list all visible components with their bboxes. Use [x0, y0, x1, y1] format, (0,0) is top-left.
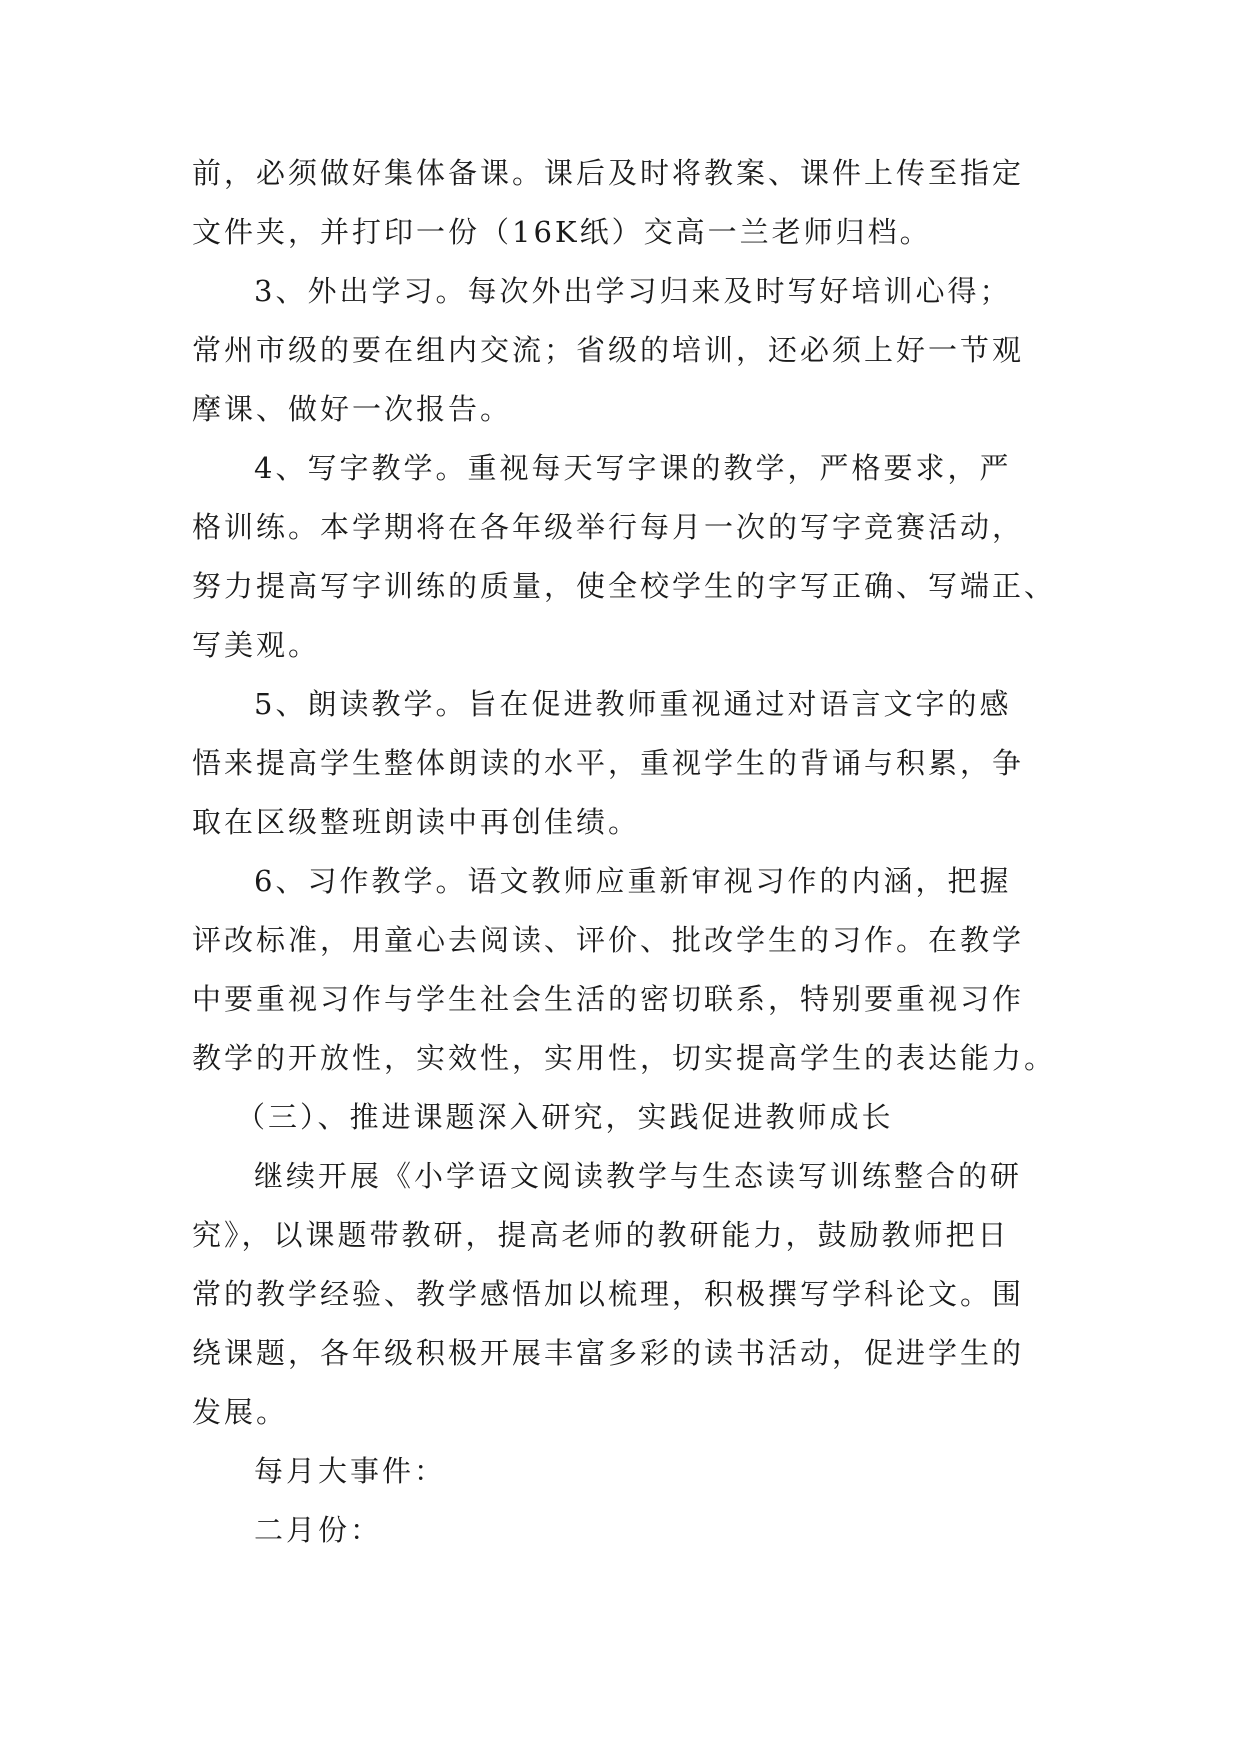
- text-line: 文件夹，并打印一份（16K纸）交高一兰老师归档。: [192, 215, 932, 249]
- text-line: 继续开展《小学语文阅读教学与生态读写训练整合的研: [254, 1159, 1023, 1193]
- text-line: 教学的开放性，实效性，实用性，切实提高学生的表达能力。: [192, 1041, 1057, 1075]
- text-line: 前，必须做好集体备课。课后及时将教案、课件上传至指定: [192, 156, 1025, 190]
- text-line: 究》，以课题带教研，提高老师的教研能力，鼓励教师把日: [192, 1218, 1010, 1252]
- text-line: 二月份：: [254, 1513, 383, 1547]
- text-line: 每月大事件：: [254, 1454, 447, 1488]
- text-line: 中要重视习作与学生社会生活的密切联系，特别要重视习作: [192, 982, 1025, 1016]
- text-line: 悟来提高学生整体朗读的水平，重视学生的背诵与积累，争: [192, 746, 1025, 780]
- text-line: 3、外出学习。每次外出学习归来及时写好培训心得；: [254, 274, 1012, 308]
- text-line: 4、写字教学。重视每天写字课的教学，严格要求，严: [254, 451, 1012, 485]
- text-line: 常的教学经验、教学感悟加以梳理，积极撰写学科论文。围: [192, 1277, 1025, 1311]
- text-line: 摩课、做好一次报告。: [192, 392, 513, 426]
- text-line: 6、习作教学。语文教师应重新审视习作的内涵，把握: [254, 864, 1012, 898]
- document-body: [192, 144, 1057, 1560]
- text-line: 常州市级的要在组内交流；省级的培训，还必须上好一节观: [192, 333, 1025, 367]
- text-line: 取在区级整班朗读中再创佳绩。: [192, 805, 641, 839]
- text-line: 绕课题，各年级积极开展丰富多彩的读书活动，促进学生的: [192, 1336, 1025, 1370]
- text-line: 写美观。: [192, 628, 321, 662]
- text-line: 发展。: [192, 1395, 289, 1429]
- text-line: 5、朗读教学。旨在促进教师重视通过对语言文字的感: [254, 687, 1012, 721]
- text-line: 格训练。本学期将在各年级举行每月一次的写字竞赛活动，: [192, 510, 1025, 544]
- text-line: 努力提高写字训练的质量，使全校学生的字写正确、写端正、: [192, 569, 1057, 603]
- text-line: 评改标准，用童心去阅读、评价、批改学生的习作。在教学: [192, 923, 1025, 957]
- section-heading: （三）、推进课题深入研究，实践促进教师成长: [236, 1100, 894, 1134]
